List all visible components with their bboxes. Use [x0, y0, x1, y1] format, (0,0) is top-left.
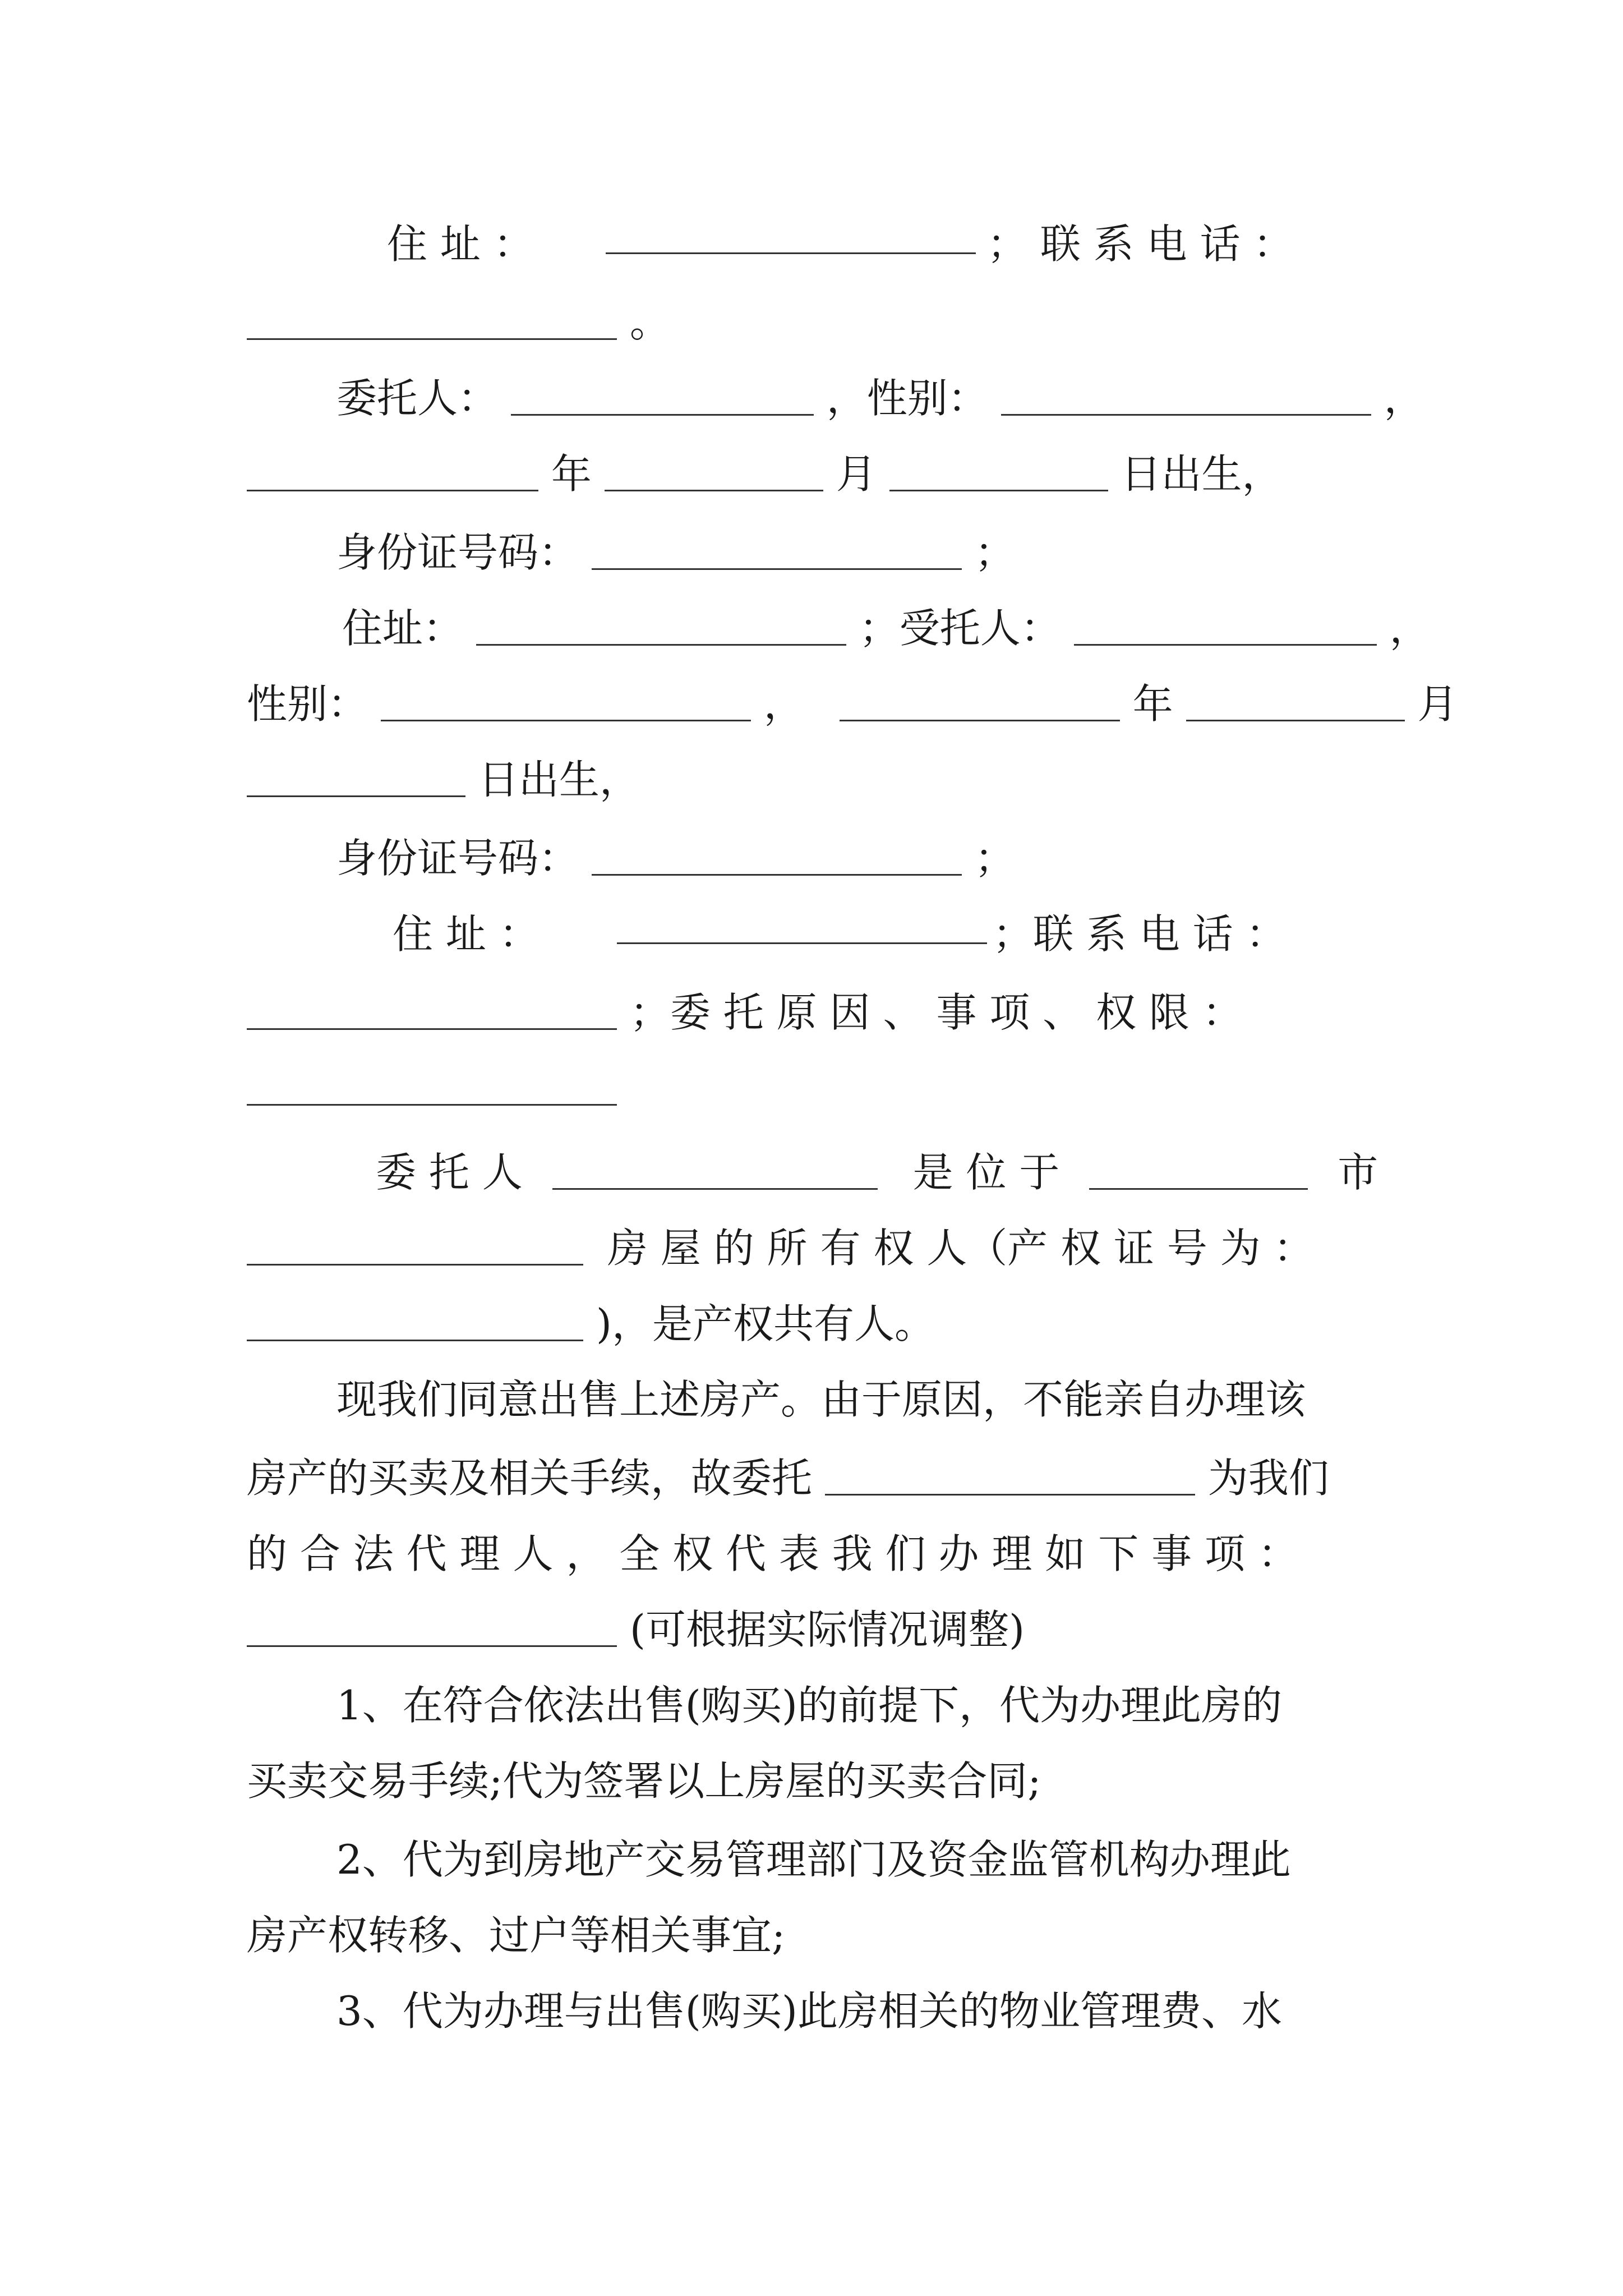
paragraph-text: 现我们同意出售上述房产。由于原因，不能亲自办理该	[336, 1376, 1306, 1423]
phone-line	[247, 292, 1391, 353]
item-text: 2、代为到房地产交易管理部门及资金监管机构办理此	[336, 1836, 1291, 1883]
paragraph-line-3	[247, 1523, 1391, 1585]
paragraph-line-2	[247, 1447, 1391, 1509]
day-label: 日出生，	[1121, 450, 1283, 498]
item-1-line-2	[247, 1750, 1391, 1812]
matters-blank	[247, 1606, 617, 1647]
phone-blank	[247, 989, 617, 1030]
agent-day-line	[247, 749, 1391, 811]
year-blank	[840, 680, 1120, 721]
city-blank	[1089, 1149, 1308, 1190]
agent-blank	[825, 1455, 1195, 1496]
year-label: 年	[1132, 680, 1173, 728]
id-line-2	[336, 827, 1391, 889]
id-blank	[592, 529, 962, 570]
id-line-1	[336, 522, 1391, 583]
address-label: 住 址 ：	[393, 910, 540, 958]
address-line-3	[393, 903, 1391, 965]
principal-label: 委托人：	[336, 375, 499, 422]
id-label: 身份证号码：	[336, 529, 579, 576]
gender-label: ，性别：	[826, 375, 988, 422]
period: 。	[629, 299, 670, 346]
coowner-line	[247, 1293, 1391, 1355]
comma: ，	[763, 680, 804, 728]
reason-blank	[247, 1065, 617, 1106]
day-label: 日出生，	[478, 756, 640, 803]
comma: ，	[1389, 605, 1430, 652]
gender-label: 性别：	[247, 680, 368, 728]
reason-label: ；委 托 原 因 、 事 项 、 权 限 ：	[629, 989, 1243, 1036]
month-blank	[605, 450, 823, 491]
reason-line	[247, 982, 1391, 1043]
paragraph-text: 的 合 法 代 理 人 ， 全 权 代 表 我 们 办 理 如 下 事 项 ：	[247, 1530, 1298, 1577]
address-blank	[476, 605, 846, 646]
principal-blank	[552, 1149, 878, 1190]
item-text: 买卖交易手续;代为签署以上房屋的买卖合同;	[247, 1757, 1041, 1805]
property-line	[247, 1217, 1391, 1279]
month-blank	[1186, 680, 1405, 721]
certificate-blank	[247, 1300, 583, 1341]
id-blank	[592, 835, 962, 876]
paragraph-text: 为我们	[1207, 1455, 1329, 1502]
year-label: 年	[551, 450, 592, 498]
reason-blank-line	[247, 1057, 1391, 1119]
item-text: 1、在符合依法出售(购买)的前提下，代为办理此房的	[336, 1682, 1282, 1729]
owner-line	[376, 1142, 1391, 1203]
day-blank	[247, 756, 465, 797]
month-label: 月	[836, 450, 877, 498]
agent-blank	[1074, 605, 1377, 646]
paragraph-line-1	[336, 1369, 1391, 1430]
address-label: 住 址 ：	[387, 220, 534, 268]
month-label: 月	[1417, 680, 1458, 728]
item-3-line-1	[336, 1980, 1391, 2042]
semicolon: ；	[974, 835, 1015, 882]
paragraph-line-4	[247, 1599, 1391, 1660]
agent-gender-line	[247, 673, 1458, 735]
phone-label: ； 联 系 电 话 ：	[987, 220, 1294, 268]
coowner-label: )，是产权共有人。	[596, 1300, 935, 1347]
item-1-line-1	[336, 1674, 1391, 1736]
item-text: 房产权转移、过户等相关事宜;	[247, 1912, 786, 1959]
property-blank	[247, 1225, 583, 1266]
address-blank	[606, 213, 976, 254]
birth-line	[247, 443, 1391, 505]
gender-blank	[1001, 375, 1371, 416]
day-blank	[889, 450, 1108, 491]
item-2-line-2	[247, 1904, 1391, 1966]
address-blank	[617, 903, 987, 944]
paragraph-text: 房产的买卖及相关手续，故委托	[247, 1455, 813, 1502]
agent-label: ；受托人：	[859, 605, 1061, 652]
comma: ，	[1384, 375, 1424, 422]
owner-label: 房 屋 的 所 有 权 人（产 权 证 号 为 ：	[607, 1225, 1314, 1272]
address-line-2	[342, 597, 1430, 659]
city-label: 市	[1338, 1149, 1378, 1196]
adjust-note: (可根据实际情况调整)	[629, 1606, 1025, 1653]
principal-blank	[511, 375, 814, 416]
phone-label: ；联 系 电 话 ：	[993, 910, 1287, 958]
semicolon: ；	[974, 529, 1015, 576]
located-label: 是 位 于	[912, 1149, 1060, 1196]
item-text: 3、代为办理与出售(购买)此房相关的物业管理费、水	[336, 1987, 1282, 2035]
gender-blank	[381, 680, 751, 721]
year-blank	[247, 450, 538, 491]
principal-line	[336, 367, 1424, 429]
phone-blank	[247, 299, 617, 340]
address-line-1	[387, 213, 1391, 275]
address-label: 住址：	[342, 605, 464, 652]
item-2-line-1	[336, 1829, 1391, 1890]
id-label: 身份证号码：	[336, 835, 579, 882]
principal-label: 委 托 人	[376, 1149, 523, 1196]
